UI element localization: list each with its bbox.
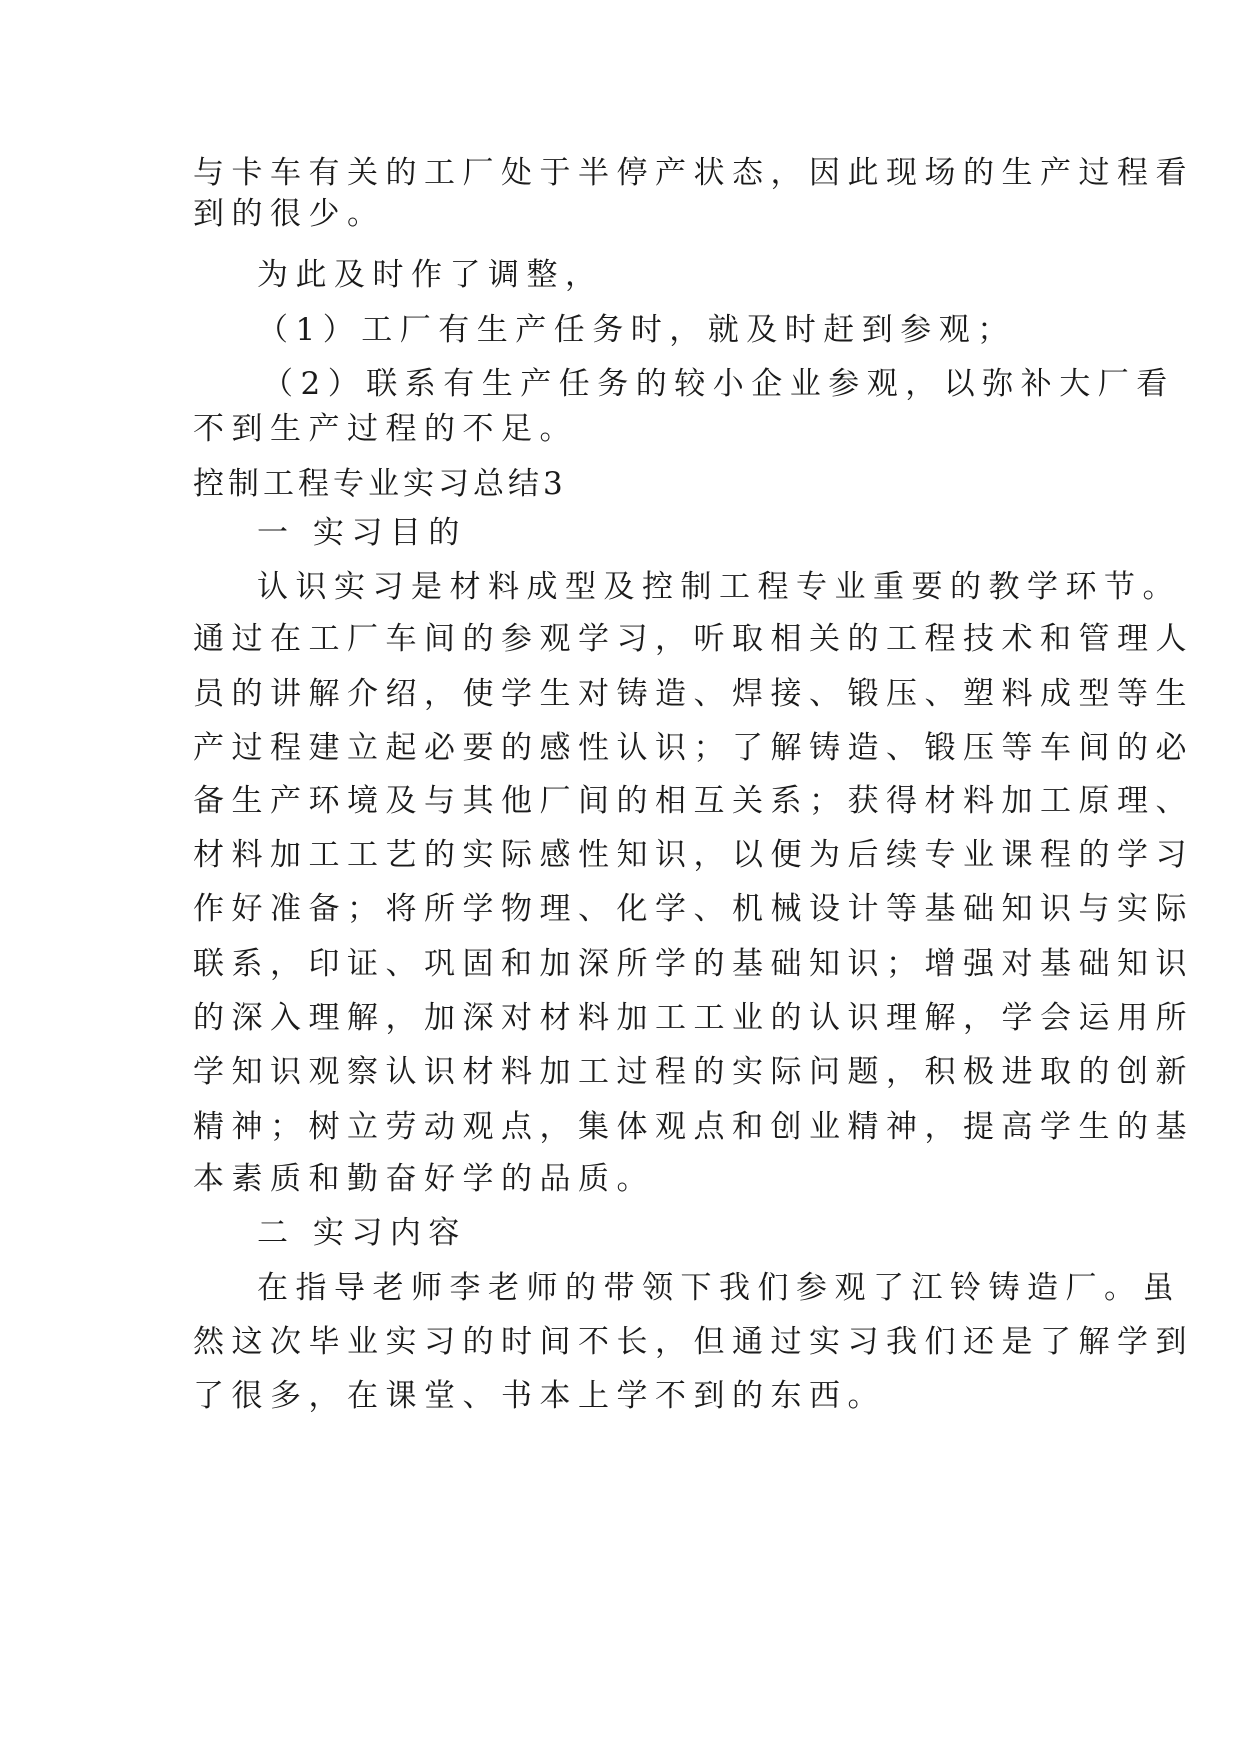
body-text-line: 到的很少。 — [193, 196, 386, 232]
body-text-line: 联系，印证、巩固和加深所学的基础知识；增强对基础知识 — [193, 946, 1194, 982]
body-text-line: 与卡车有关的工厂处于半停产状态，因此现场的生产过程看 — [193, 155, 1194, 191]
body-text-line: 为此及时作了调整， — [257, 257, 604, 293]
body-text-line: 员的讲解介绍，使学生对铸造、焊接、锻压、塑料成型等生 — [193, 676, 1194, 712]
body-text-line: 学知识观察认识材料加工过程的实际问题，积极进取的创新 — [193, 1054, 1194, 1090]
list-item: （2）联系有生产任务的较小企业参观，以弥补大厂看 — [262, 366, 1175, 402]
list-item: （1）工厂有生产任务时，就及时赶到参观； — [257, 312, 1016, 348]
subsection-heading: 一 实习目的 — [257, 515, 467, 551]
section-title: 控制工程专业实习总结3 — [193, 466, 567, 502]
body-text-line: 产过程建立起必要的感性认识；了解铸造、锻压等车间的必 — [193, 730, 1194, 766]
body-text-line: 然这次毕业实习的时间不长，但通过实习我们还是了解学到 — [193, 1324, 1194, 1360]
body-text-line: 的深入理解，加深对材料加工工业的认识理解，学会运用所 — [193, 1000, 1194, 1036]
body-text-line: 材料加工工艺的实际感性知识，以便为后续专业课程的学习 — [193, 837, 1194, 873]
body-text-line: 通过在工厂车间的参观学习，听取相关的工程技术和管理人 — [193, 621, 1194, 657]
body-text-line: 作好准备；将所学物理、化学、机械设计等基础知识与实际 — [193, 891, 1194, 927]
body-text-line: 备生产环境及与其他厂间的相互关系；获得材料加工原理、 — [193, 783, 1194, 819]
body-text-line: 本素质和勤奋好学的品质。 — [193, 1161, 655, 1197]
body-text-line: 了很多，在课堂、书本上学不到的东西。 — [193, 1378, 886, 1414]
body-text-line: 在指导老师李老师的带领下我们参观了江铃铸造厂。虽 — [257, 1270, 1181, 1306]
body-text-line: 精神；树立劳动观点，集体观点和创业精神，提高学生的基 — [193, 1109, 1194, 1145]
body-text-line: 不到生产过程的不足。 — [193, 411, 578, 447]
subsection-heading: 二 实习内容 — [257, 1215, 467, 1251]
body-text-line: 认识实习是材料成型及控制工程专业重要的教学环节。 — [257, 569, 1181, 605]
